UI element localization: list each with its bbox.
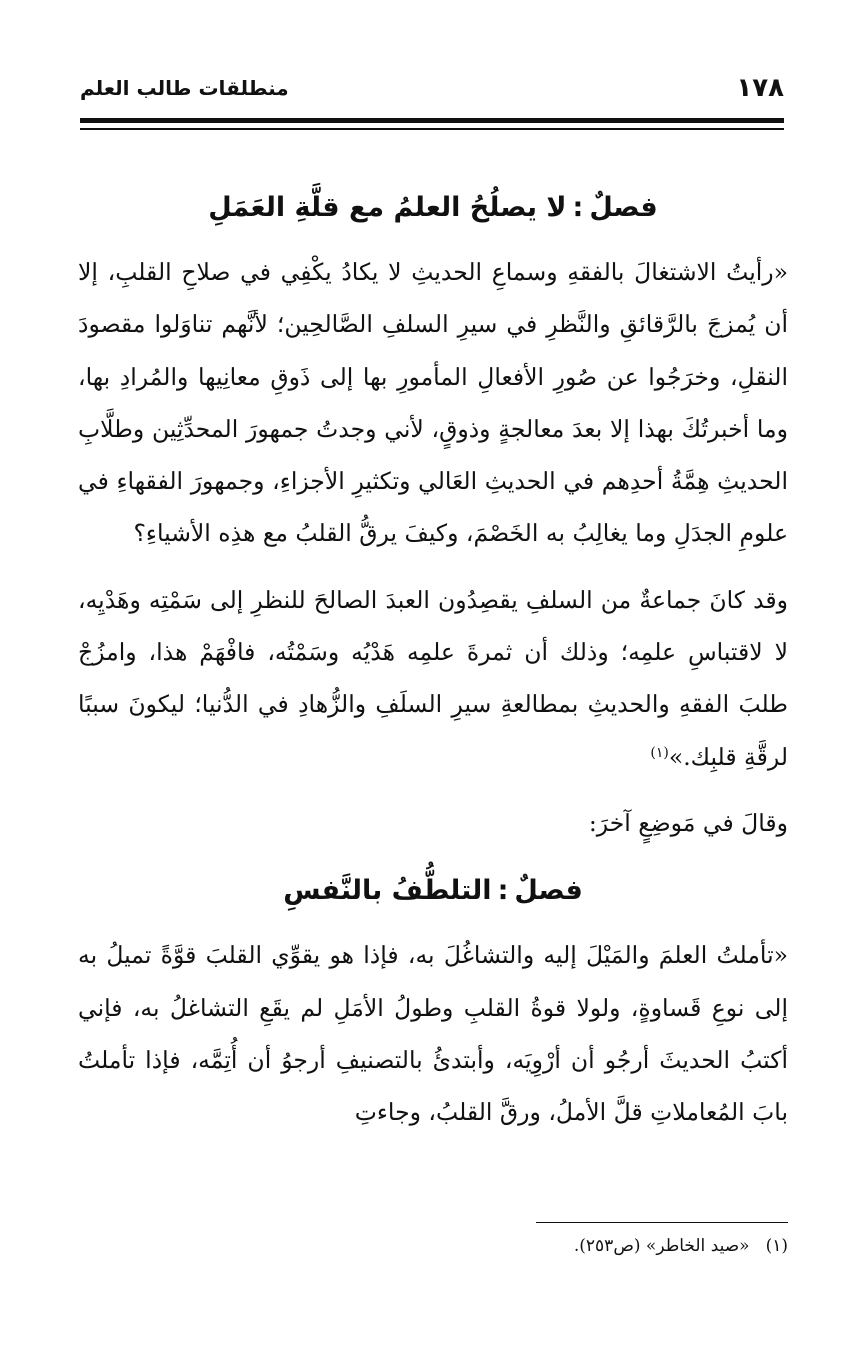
spacer [78, 849, 788, 863]
running-header [80, 66, 784, 110]
heading-separator: : [572, 192, 584, 223]
footnote-rule [536, 1222, 788, 1223]
footnote-text: «صيد الخاطر» (ص٢٥٣). [573, 1236, 750, 1256]
section-heading-2 [78, 863, 788, 919]
book-title: منطلقات طالب العلم [80, 76, 289, 100]
paragraph-text: وقد كانَ جماعةٌ من السلفِ يقصِدُون العبدَ الصالحَ للنظرِ إلى سَمْتِه وهَدْيِه، لا لاقتباسِ علمِه؛ وذلك أن ثمرةَ علمِه هَدْيُه وسَمْتُه، فافْهَمْ هذا، وامزُجْ طلبَ الفقهِ والحديثِ بمطالعةِ سيرِ السلَفِ والزُّهادِ في الدُّنيا؛ ليكونَ سببًا لرقَّةِ قلبِك.» [78, 585, 788, 771]
heading-separator: : [497, 875, 509, 907]
section-heading-1 [78, 180, 788, 236]
section-label: فصلٌ [589, 192, 658, 223]
paragraph: «رأيتُ الاشتغالَ بالفقهِ وسماعِ الحديثِ لا يكادُ يكْفِي في صلاحِ القلبِ، إلا أن يُمزجَ بالرَّقائقِ والنَّظرِ في سيرِ السلفِ الصَّالحِين؛ لأنَّهم تناوَلوا مقصودَ النقلِ، وخرَجُوا عن صُورِ الأفعالِ المأمورِ بها إلى ذَوقِ معانِيها والمُرادِ بها، وما أخبرتُكَ بهذا إلا بعدَ معالجةٍ وذوقٍ، لأني وجدتُ جمهورَ المحدِّثِين وطلَّابِ الحديثِ هِمَّةُ أحدِهم في الحديثِ العَالي وتكثيرِ الأجزاءِ، وجمهورَ الفقهاءِ في علومِ الجدَلِ وما يغالِبُ به الخَصْمَ، وكيفَ يرقُّ القلبُ مع هذِه الأشياءِ؟ [78, 258, 788, 548]
spacer [78, 236, 788, 246]
header-rule-thin [80, 128, 784, 130]
footnote [80, 1232, 788, 1260]
transition-line: وقالَ في مَوضِعٍ آخرَ: [588, 808, 788, 837]
footnote-reference[interactable]: (١) [650, 744, 669, 761]
body-text [78, 180, 788, 1138]
section-title-text: لا يصلُحُ العلمُ مع قلَّةِ العَمَلِ [208, 192, 567, 223]
page-number: ١٧٨ [736, 73, 784, 103]
spacer [78, 560, 788, 574]
section-title-text: التلطُّفُ بالنَّفسِ [283, 875, 492, 907]
footnote-number: (١) [765, 1236, 788, 1256]
header-rule-thick [80, 118, 784, 123]
section-label: فصلٌ [514, 875, 583, 907]
paragraph: «تأملتُ العلمَ والمَيْلَ إليه والتشاغُلَ به، فإذا هو يقوِّي القلبَ قوَّةً تميلُ به إلى نوعِ قَساوةٍ، ولولا قوةُ القلبِ وطولُ الأمَلِ لم يقَعِ التشاغلُ به، فإني أكتبُ الحديثَ أرجُو أن أرْوِيَه، وأبتدئُ بالتصنيفِ أرجوُ أن أُتِمَّه، فإذا تأملتُ بابَ المُعاملاتِ قلَّ الأملُ، ورقَّ القلبُ، وجاءتِ [78, 941, 788, 1127]
spacer [78, 783, 788, 797]
spacer [78, 919, 788, 929]
paragraph [78, 574, 788, 783]
